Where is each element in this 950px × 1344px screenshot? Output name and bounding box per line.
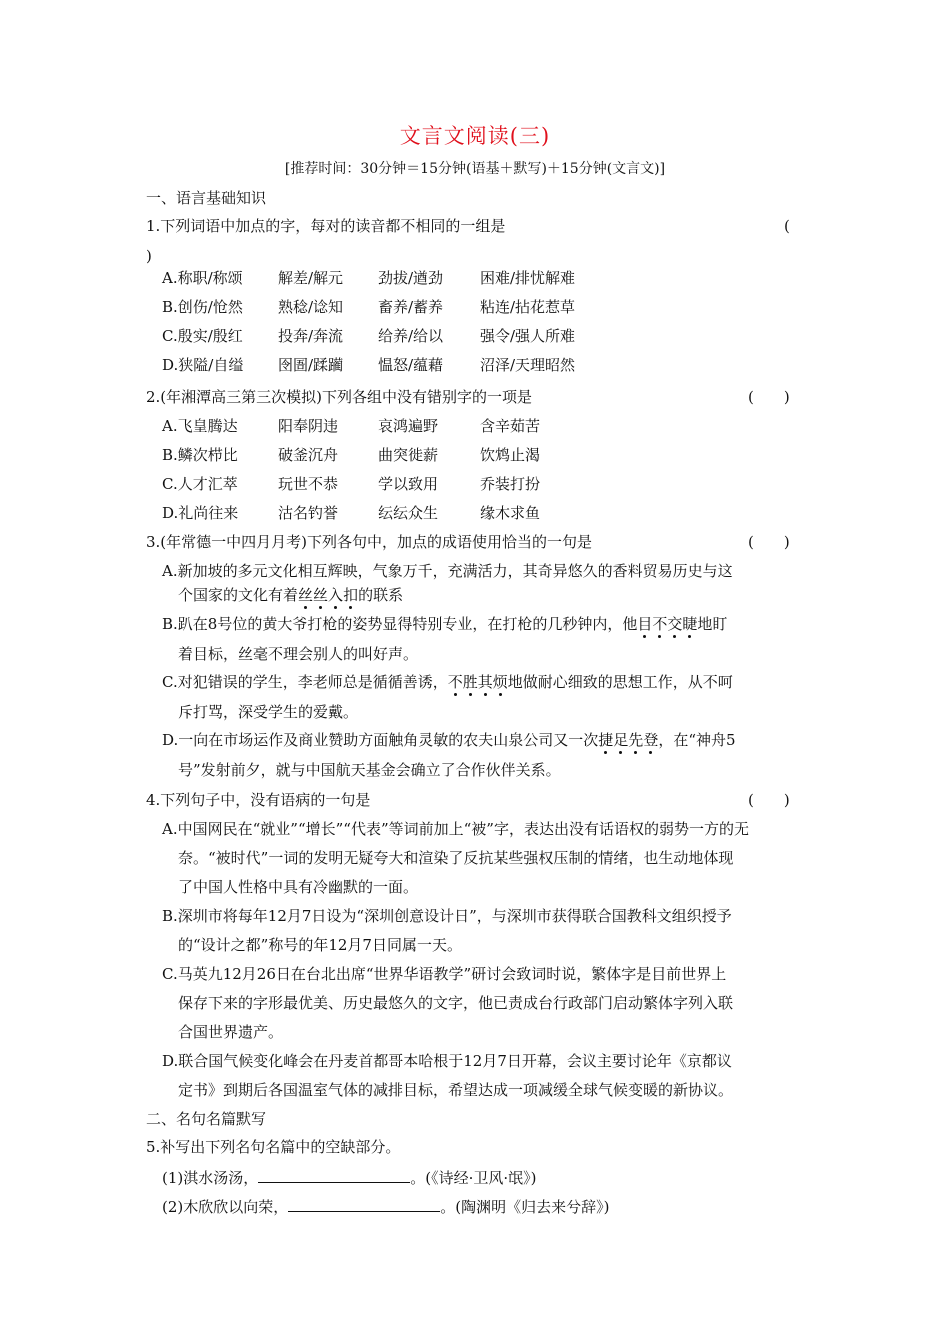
- text-segment: 的联系: [358, 586, 404, 604]
- dotted-char: 不: [447, 673, 463, 691]
- question-1-stem: 1.下列词语中加点的字，每对的读音都不相同的一组是: [146, 217, 506, 235]
- dotted-char: 不: [652, 615, 668, 633]
- answer-blank[interactable]: [288, 1195, 440, 1212]
- option-d-continuation: 号”发射前夕，就与中国航天基金会确立了合作伙伴关系。: [178, 761, 561, 779]
- option-word: 沽名钓誉: [278, 504, 339, 522]
- option-c-text: [162, 672, 733, 692]
- option-d-continuation: 定书》到期后各国温室气体的减排目标，希望达成一项减缓全球气候变暖的新协议。: [178, 1081, 734, 1099]
- text-segment: C.对犯错误的学生，李老师总是循循善诱，: [162, 673, 448, 691]
- answer-paren: ( ): [748, 533, 790, 551]
- option-word: 阳奉阴违: [278, 417, 339, 435]
- question-3-stem: 3.(年常德一中四月月考)下列各句中，加点的成语使用恰当的一句是: [146, 533, 593, 551]
- text-segment: B.趴在8号位的黄大爷打枪的姿势显得特别专业，在打枪的几秒钟内，他: [162, 615, 638, 633]
- option-word: 含辛茹苦: [480, 417, 541, 435]
- dotted-idiom: [598, 731, 658, 749]
- answer-paren: ( ): [748, 791, 790, 809]
- dotted-char: 胜: [462, 673, 478, 691]
- option-word: 破釜沉舟: [278, 446, 339, 464]
- section-heading-basics: 一、语言基础知识: [146, 189, 267, 207]
- page-title: 文言文阅读(三): [399, 124, 551, 148]
- item-source: 。(《诗经·卫风·氓》): [410, 1169, 537, 1187]
- option-word: 劲拔/遒劲: [378, 269, 444, 287]
- dotted-char: 其: [477, 673, 493, 691]
- text-segment: 地盯: [697, 615, 728, 633]
- option-b-continuation: 的“设计之都”称号的年12月7日同属一天。: [178, 936, 462, 954]
- option-word: 囹圄/蹂躏: [278, 356, 344, 374]
- dotted-char: 扣: [343, 586, 359, 604]
- option-word: 粘连/拈花惹草: [480, 298, 576, 316]
- option-label: D.狭隘/自缢: [162, 356, 244, 374]
- option-word: 沼泽/天理昭然: [480, 356, 576, 374]
- option-word: 乔装打扮: [480, 475, 541, 493]
- option-b-text: B.深圳市将每年12月7日设为“深圳创意设计日”，与深圳市获得联合国教科文组织授予: [162, 907, 732, 925]
- option-label: A.飞皇腾达: [162, 417, 238, 435]
- option-a-continuation: 奈。“被时代”一词的发明无疑夸大和渲染了反抗某些强权压制的情绪，也生动地体现: [178, 849, 734, 867]
- text-segment: 个国家的文化有着: [178, 586, 299, 604]
- dotted-char: 烦: [492, 673, 508, 691]
- question-5-stem: 5.补写出下列名句名篇中的空缺部分。: [146, 1138, 401, 1156]
- option-label: C.人才汇萃: [162, 475, 238, 493]
- option-label: B.创伤/怆然: [162, 298, 243, 316]
- option-word: 缘木求鱼: [480, 504, 541, 522]
- item-prefix: (1)淇水汤汤，: [162, 1169, 259, 1187]
- option-label: D.礼尚往来: [162, 504, 239, 522]
- text-segment: 地做耐心细致的思想工作，从不呵: [507, 673, 733, 691]
- dotted-char: 丝: [298, 586, 314, 604]
- time-recommendation: [推荐时间：30分钟＝15分钟(语基＋默写)＋15分钟(文言文)]: [284, 161, 666, 177]
- text-segment: D.一向在市场运作及商业赞助方面触角灵敏的农夫山泉公司又一次: [162, 731, 599, 749]
- dotted-idiom: [298, 586, 358, 604]
- option-word: 畜养/蓄养: [378, 298, 444, 316]
- option-word: 哀鸿遍野: [378, 417, 439, 435]
- option-label: C.殷实/殷红: [162, 327, 243, 345]
- option-d-text: D.联合国气候变化峰会在丹麦首都哥本哈根于12月7日开幕，会议主要讨论年《京都议: [162, 1052, 732, 1070]
- dotted-char: 目: [637, 615, 653, 633]
- answer-paren: ( ): [748, 388, 790, 406]
- option-label: B.鳞次栉比: [162, 446, 238, 464]
- option-b-text: [162, 614, 727, 634]
- dotted-char: 交: [667, 615, 683, 633]
- option-word: 玩世不恭: [278, 475, 339, 493]
- option-c-continuation: 保存下来的字形最优美、历史最悠久的文字，他已责成台行政部门启动繁体字列入联: [178, 994, 734, 1012]
- dotted-idiom: [448, 673, 508, 691]
- answer-paren-open: (: [784, 217, 790, 235]
- option-word: 困难/排忧解难: [480, 269, 576, 287]
- question-4-stem: 4.下列句子中，没有语病的一句是: [146, 791, 371, 809]
- option-a-continuation: [178, 585, 403, 605]
- fill-in-item: [162, 1195, 609, 1217]
- option-word: 解差/解元: [278, 269, 344, 287]
- dotted-char: 捷: [598, 731, 614, 749]
- section-heading-recitation: 二、名句名篇默写: [146, 1110, 267, 1128]
- answer-blank[interactable]: [258, 1166, 410, 1183]
- option-a-text: A.中国网民在“就业”“增长”“代表”等词前加上“被”字，表达出没有话语权的弱势一方的无: [162, 820, 749, 838]
- question-2-stem: 2.(年湘潭高三第三次模拟)下列各组中没有错别字的一项是: [146, 388, 533, 406]
- dotted-char: 入: [328, 586, 344, 604]
- option-c-continuation: 合国世界遗产。: [178, 1023, 284, 1041]
- option-word: 给养/给以: [378, 327, 444, 345]
- fill-in-item: [162, 1166, 537, 1188]
- option-a-text: A.新加坡的多元文化相互辉映，气象万千，充满活力，其奇异悠久的香料贸易历史与这: [162, 562, 733, 580]
- option-word: 纭纭众生: [378, 504, 439, 522]
- dotted-char: 丝: [313, 586, 329, 604]
- option-word: 学以致用: [378, 475, 439, 493]
- option-label: A.称职/称颂: [162, 269, 243, 287]
- text-segment: ，在“神舟5: [658, 731, 736, 749]
- dotted-char: 先: [628, 731, 644, 749]
- option-word: 强令/强人所难: [480, 327, 576, 345]
- option-c-continuation: 斥打骂，深受学生的爱戴。: [178, 703, 359, 721]
- option-word: 熟稔/谂知: [278, 298, 344, 316]
- option-word: 曲突徙薪: [378, 446, 439, 464]
- answer-paren-close: ): [146, 247, 152, 265]
- dotted-char: 足: [613, 731, 629, 749]
- option-b-continuation: 着目标，丝毫不理会别人的叫好声。: [178, 645, 419, 663]
- option-word: 饮鸩止渴: [480, 446, 541, 464]
- option-word: 愠怒/蕴藉: [378, 356, 444, 374]
- item-source: 。(陶渊明《归去来兮辞》): [440, 1198, 610, 1216]
- option-word: 投奔/奔流: [278, 327, 344, 345]
- dotted-char: 睫: [682, 615, 698, 633]
- dotted-char: 登: [643, 731, 659, 749]
- dotted-idiom: [637, 615, 697, 633]
- option-c-text: C.马英九12月26日在台北出席“世界华语教学”研讨会致词时说，繁体字是目前世界上: [162, 965, 727, 983]
- option-a-continuation: 了中国人性格中具有冷幽默的一面。: [178, 878, 419, 896]
- item-prefix: (2)木欣欣以向荣，: [162, 1198, 289, 1216]
- option-d-text: [162, 730, 736, 750]
